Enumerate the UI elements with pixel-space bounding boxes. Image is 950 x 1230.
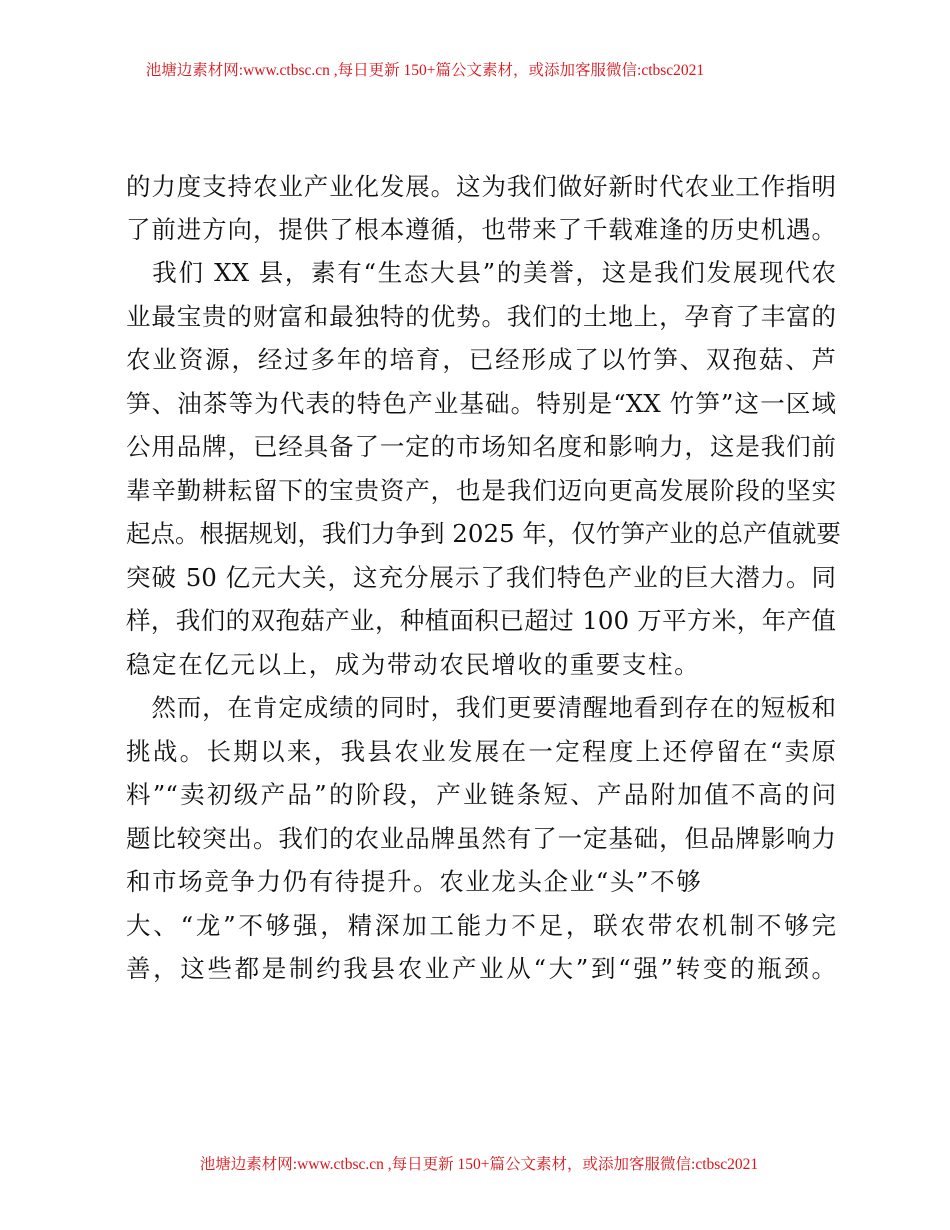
- text-line: 辈辛勤耕耘留下的宝贵资产，也是我们迈向更高发展阶段的坚实: [126, 476, 836, 505]
- text-line: 业最宝贵的财富和最独特的优势。我们的土地上，孕育了丰富的: [126, 302, 836, 331]
- text-line: 公用品牌，已经具备了一定的市场知名度和影响力，这是我们前: [126, 432, 836, 461]
- text-line: 突破 50 亿元大关，这充分展示了我们特色产业的巨大潜力。同: [126, 563, 836, 592]
- text-line: 稳定在亿元以上，成为带动农民增收的重要支柱。: [126, 650, 701, 679]
- text-line: 起点。根据规划，我们力争到 2025 年，仅竹笋产业的总产值就要: [126, 519, 841, 548]
- text-line: 料”“卖初级产品”的阶段，产业链条短、产品附加值不高的问: [126, 780, 836, 809]
- text-line: 善，这些都是制约我县农业产业从“大”到“强”转变的瓶颈。: [126, 954, 836, 983]
- page-header: 池塘边素材网:www.ctbsc.cn ,每日更新 150+篇公文素材，或添加客服微信:ctbsc2021: [145, 62, 705, 79]
- text-line: 笋、油茶等为代表的特色产业基础。特别是“XX 竹笋”这一区域: [126, 389, 836, 418]
- text-line: 了前进方向，提供了根本遵循，也带来了千载难逢的历史机遇。: [126, 215, 836, 244]
- text-line: 我们 XX 县，素有“生态大县”的美誉，这是我们发展现代农: [126, 258, 836, 287]
- text-line: 农业资源，经过多年的培育，已经形成了以竹笋、双孢菇、芦: [126, 345, 836, 374]
- text-line: 题比较突出。我们的农业品牌虽然有了一定基础，但品牌影响力: [126, 824, 836, 853]
- text-line: 的力度支持农业产业化发展。这为我们做好新时代农业工作指明: [126, 172, 836, 201]
- text-line: 大、“龙”不够强，精深加工能力不足，联农带农机制不够完: [126, 911, 836, 940]
- text-line: 样，我们的双孢菇产业，种植面积已超过 100 万平方米，年产值: [126, 606, 836, 635]
- text-line: 然而，在肯定成绩的同时，我们更要清醒地看到存在的短板和: [126, 693, 836, 722]
- text-line: 挑战。长期以来，我县农业发展在一定程度上还停留在“卖原: [126, 737, 836, 766]
- text-line: 和市场竞争力仍有待提升。农业龙头企业“头”不够: [126, 867, 703, 896]
- page-footer: 池塘边素材网:www.ctbsc.cn ,每日更新 150+篇公文素材，或添加客服微信:ctbsc2021: [199, 1156, 759, 1173]
